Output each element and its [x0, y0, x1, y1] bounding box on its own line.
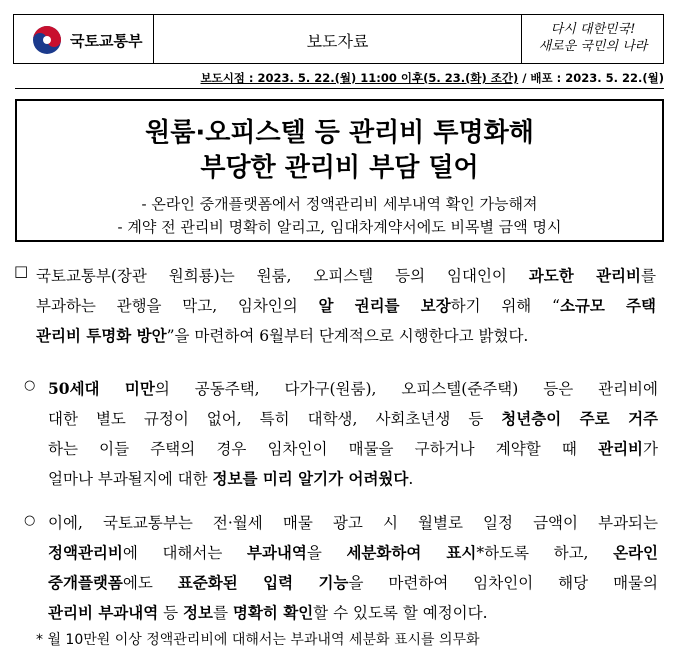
paragraph-2-line-1: 50세대 미만의 공동주택, 다가구(원룸), 오피스텔(준주택) 등은 관리비에 [48, 379, 658, 398]
footnote: * 월 10만원 이상 정액관리비에 대해서는 부과내역 세분화 표시를 의무화 [36, 632, 480, 648]
ministry-block [14, 15, 154, 63]
slogan [532, 21, 654, 55]
paragraph-1 [36, 261, 656, 351]
slogan-line-1: 다시 대한민국! [550, 22, 636, 37]
paragraph-1-line-3: 관리비 투명화 방안”을 마련하여 6월부터 단계적으로 시행한다고 밝혔다. [36, 326, 529, 345]
paragraph-1-line-2: 부과하는 관행을 막고, 임차인의 알 권리를 보장하기 위해 “소규모 주택 [36, 296, 656, 315]
distribution-date: 배포 : 2023. 5. 22.(월) [530, 71, 664, 85]
paragraph-2-line-2: 대한 별도 규정이 없어, 특히 대학생, 사회초년생 등 청년층이 주로 거주 [48, 409, 659, 428]
paragraph-3 [48, 508, 658, 628]
slogan-line-2: 새로운 국민의 나라 [538, 39, 648, 54]
headline-box [15, 99, 664, 242]
meta-rule [15, 88, 664, 89]
press-header [13, 14, 664, 64]
release-info [15, 70, 664, 86]
slogan-block [521, 15, 663, 63]
paragraph-3-line-1: 이에, 국토교통부는 전·월세 매물 광고 시 월별로 일정 금액이 부과되는 [48, 514, 658, 532]
subheadline-1: - 온라인 중개플랫폼에서 정액관리비 세부내역 확인 가능해져 [141, 195, 538, 213]
paragraph-3-line-2: 정액관리비에 대해서는 부과내역을 세분화하여 표시*하도록 하고, 온라인 [48, 543, 658, 562]
paragraph-3-marker: ○ [24, 513, 36, 528]
document-type: 보도자료 [306, 32, 369, 51]
ministry-name: 국토교통부 [70, 32, 143, 50]
paragraph-2-line-4: 얼마나 부과될지에 대한 정보를 미리 알기가 어려웠다. [48, 469, 414, 488]
headline-line-2: 부당한 관리비 부담 덜어 [200, 153, 479, 183]
taegeuk-logo-icon [32, 25, 62, 55]
paragraph-3-line-3: 중개플랫폼에도 표준화된 입력 기능을 마련하여 임차인이 해당 매물의 [48, 573, 658, 592]
headline-line-1: 원룸·오피스텔 등 관리비 투명화해 [145, 118, 534, 148]
paragraph-3-line-4: 관리비 부과내역 등 정보를 명확히 확인할 수 있도록 할 예정이다. [48, 603, 488, 622]
embargo-time: 보도시점 : 2023. 5. 22.(월) 11:00 이후(5. 23.(화) 조간) [200, 71, 519, 85]
meta-separator: / [518, 71, 531, 85]
paragraph-2 [48, 374, 658, 494]
subheadline-2: - 계약 전 관리비 명확히 알리고, 임대차계약서에도 비목별 금액 명시 [117, 218, 562, 236]
paragraph-2-marker: ○ [24, 378, 36, 393]
paragraph-2-line-3: 하는 이들 주택의 경우 임차인이 매물을 구하거나 계약할 때 관리비가 [48, 439, 658, 458]
paragraph-1-line-1: 국토교통부(장관 원희룡)는 원룸, 오피스텔 등의 임대인이 과도한 관리비를 [36, 266, 656, 285]
paragraph-1-marker: □ [14, 262, 29, 280]
